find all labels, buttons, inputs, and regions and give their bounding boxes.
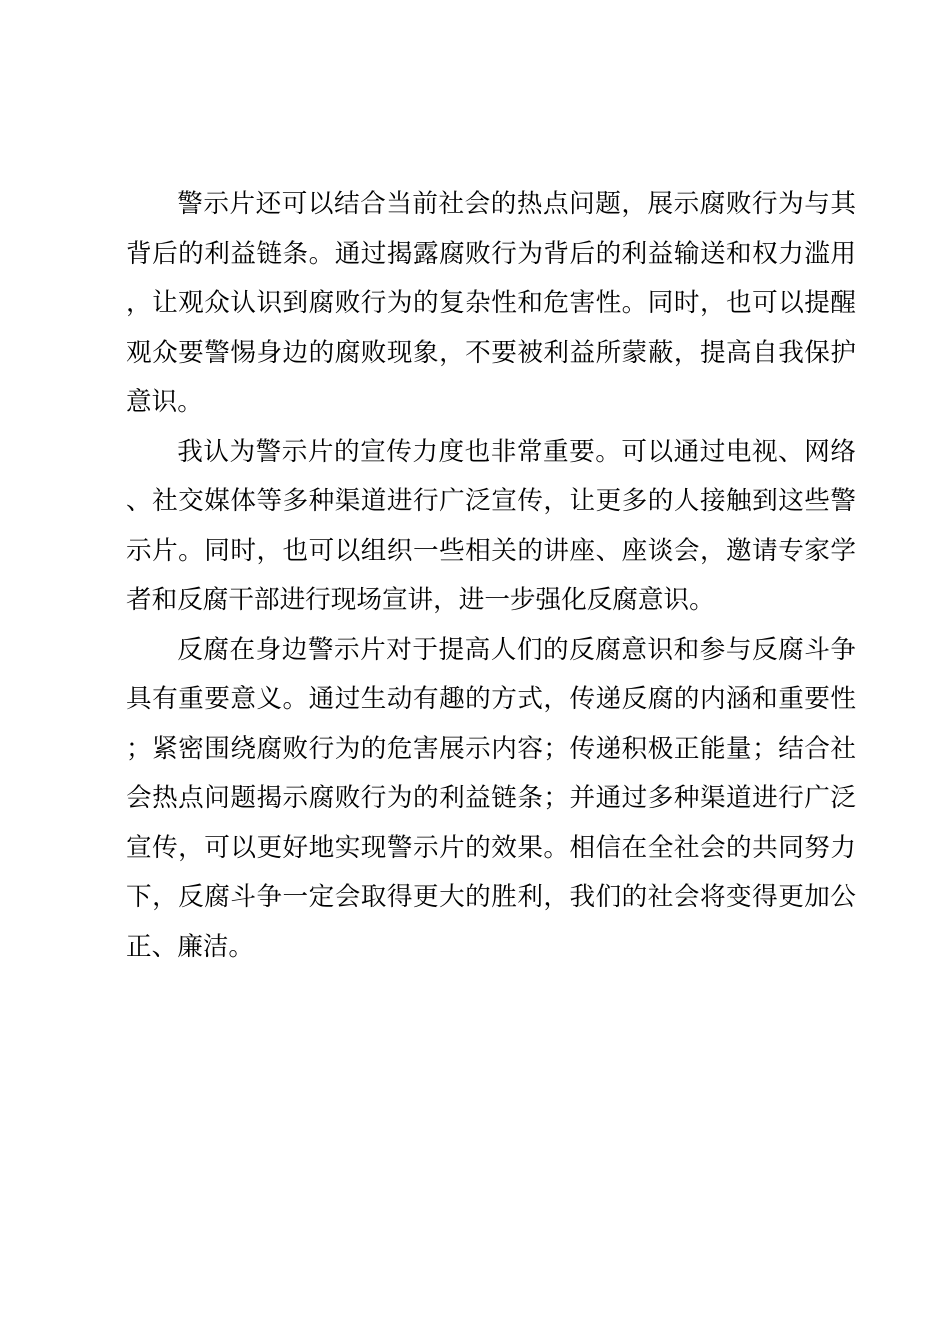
paragraph-3: 反腐在身边警示片对于提高人们的反腐意识和参与反腐斗争具有重要意义。通过生动有趣的方式，传递反腐的内涵和重要性；紧密围绕腐败行为的危害展示内容；传递积极正能量；结合社会热点问题揭示腐败行为的利益链条；并通过多种渠道进行广泛宣传，可以更好地实现警示片的效果。相信在全社会的共同努力下，反腐斗争一定会取得更大的胜利，我们的社会将变得更加公正、廉洁。 xyxy=(126,634,856,962)
paragraph-2: 我认为警示片的宣传力度也非常重要。可以通过电视、网络、社交媒体等多种渠道进行广泛宣传，让更多的人接触到这些警示片。同时，也可以组织一些相关的讲座、座谈会，邀请专家学者和反腐干部进行现场宣讲，进一步强化反腐意识。 xyxy=(126,436,856,615)
paragraph-1: 警示片还可以结合当前社会的热点问题，展示腐败行为与其背后的利益链条。通过揭露腐败行为背后的利益输送和权力滥用，让观众认识到腐败行为的复杂性和危害性。同时，也可以提醒观众要警惕身边的腐败现象，不要被利益所蒙蔽，提高自我保护意识。 xyxy=(126,189,856,417)
document-body xyxy=(126,180,856,972)
